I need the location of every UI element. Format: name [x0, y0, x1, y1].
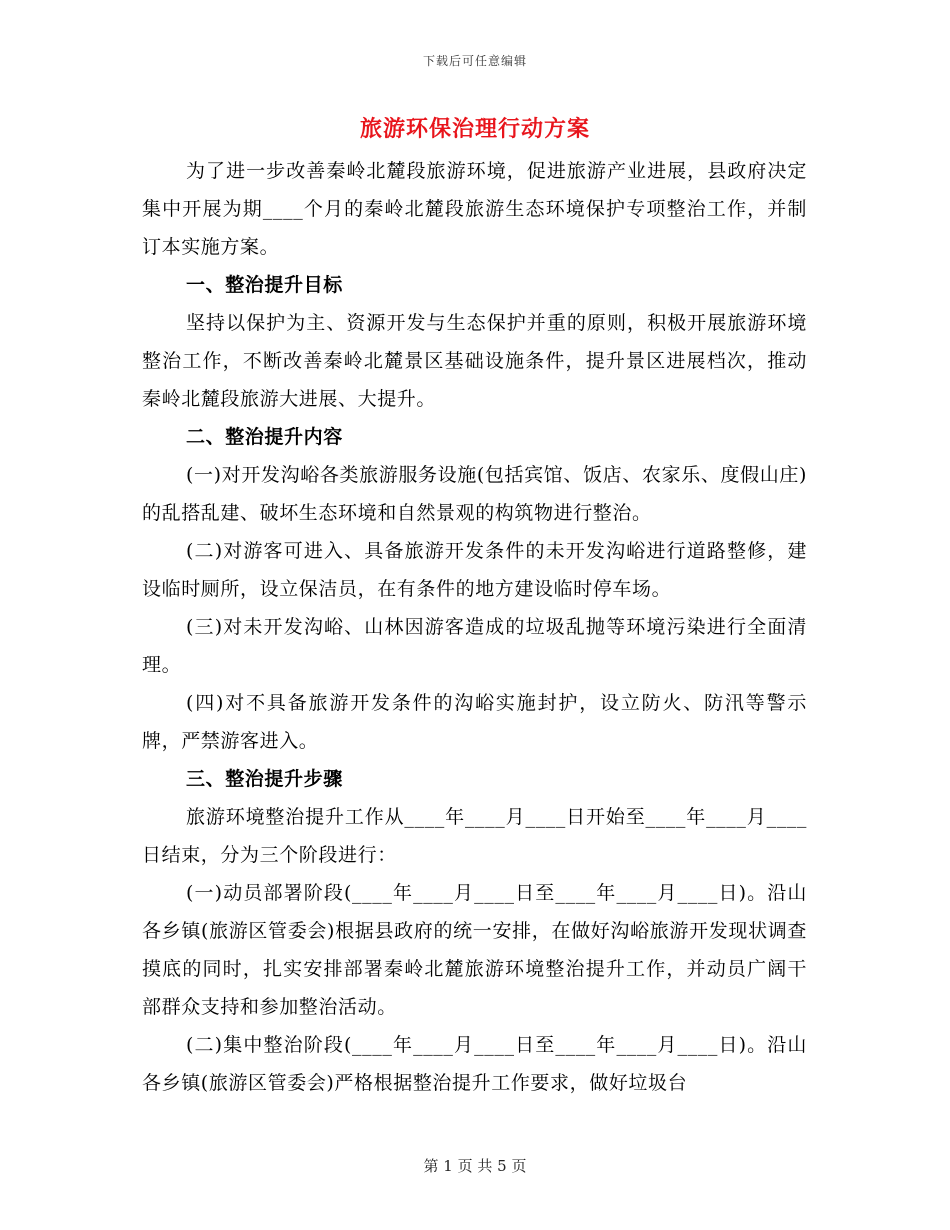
paragraph-goals: 坚持以保护为主、资源开发与生态保护并重的原则，积极开展旅游环境整治工作，不断改善秦岭北麓景区基础设施条件，提升景区进展档次，推动秦岭北麓段旅游大进展、大提升。 — [142, 312, 807, 410]
paragraph-intro: 为了进一步改善秦岭北麓段旅游环境，促进旅游产业进展，县政府决定集中开展为期____个月的秦岭北麓段旅游生态环境保护专项整治工作，并制订本实施方案。 — [142, 160, 807, 258]
document-title: 旅游环保治理行动方案 — [359, 117, 590, 142]
paragraph-steps-intro: 旅游环境整治提升工作从____年____月____日开始至____年____月____日结束，分为三个阶段进行： — [142, 806, 807, 866]
paragraph-content-4: (四)对不具备旅游开发条件的沟峪实施封护，设立防火、防汛等警示牌，严禁游客进入。 — [142, 692, 807, 752]
paragraph-content-3: (三)对未开发沟峪、山林因游客造成的垃圾乱抛等环境污染进行全面清理。 — [142, 616, 807, 676]
paragraph-steps-2: (二)集中整治阶段(____年____月____日至____年____月____日)。沿山各乡镇(旅游区管委会)严格根据整治提升工作要求，做好垃圾台 — [142, 1034, 807, 1094]
paragraph-content-1: (一)对开发沟峪各类旅游服务设施(包括宾馆、饭店、农家乐、度假山庄)的乱搭乱建、破坏生态环境和自然景观的构筑物进行整治。 — [142, 464, 807, 524]
header-note: 下载后可任意编辑 — [422, 54, 527, 68]
paragraph-content-2: (二)对游客可进入、具备旅游开发条件的未开发沟峪进行道路整修，建设临时厕所，设立保洁员，在有条件的地方建设临时停车场。 — [142, 540, 807, 600]
document-body — [142, 152, 807, 1102]
section-heading-goals: 一、整治提升目标 — [186, 274, 343, 296]
section-heading-content: 二、整治提升内容 — [186, 426, 343, 448]
page-number: 第 1 页 共 5 页 — [423, 1157, 527, 1175]
section-heading-steps: 三、整治提升步骤 — [186, 768, 343, 790]
paragraph-steps-1: (一)动员部署阶段(____年____月____日至____年____月____日)。沿山各乡镇(旅游区管委会)根据县政府的统一安排，在做好沟峪旅游开发现状调查摸底的同时，扎实安排部署秦岭北麓旅游环境整治提升工作，并动员广阔干部群众支持和参加整治活动。 — [142, 882, 807, 1018]
